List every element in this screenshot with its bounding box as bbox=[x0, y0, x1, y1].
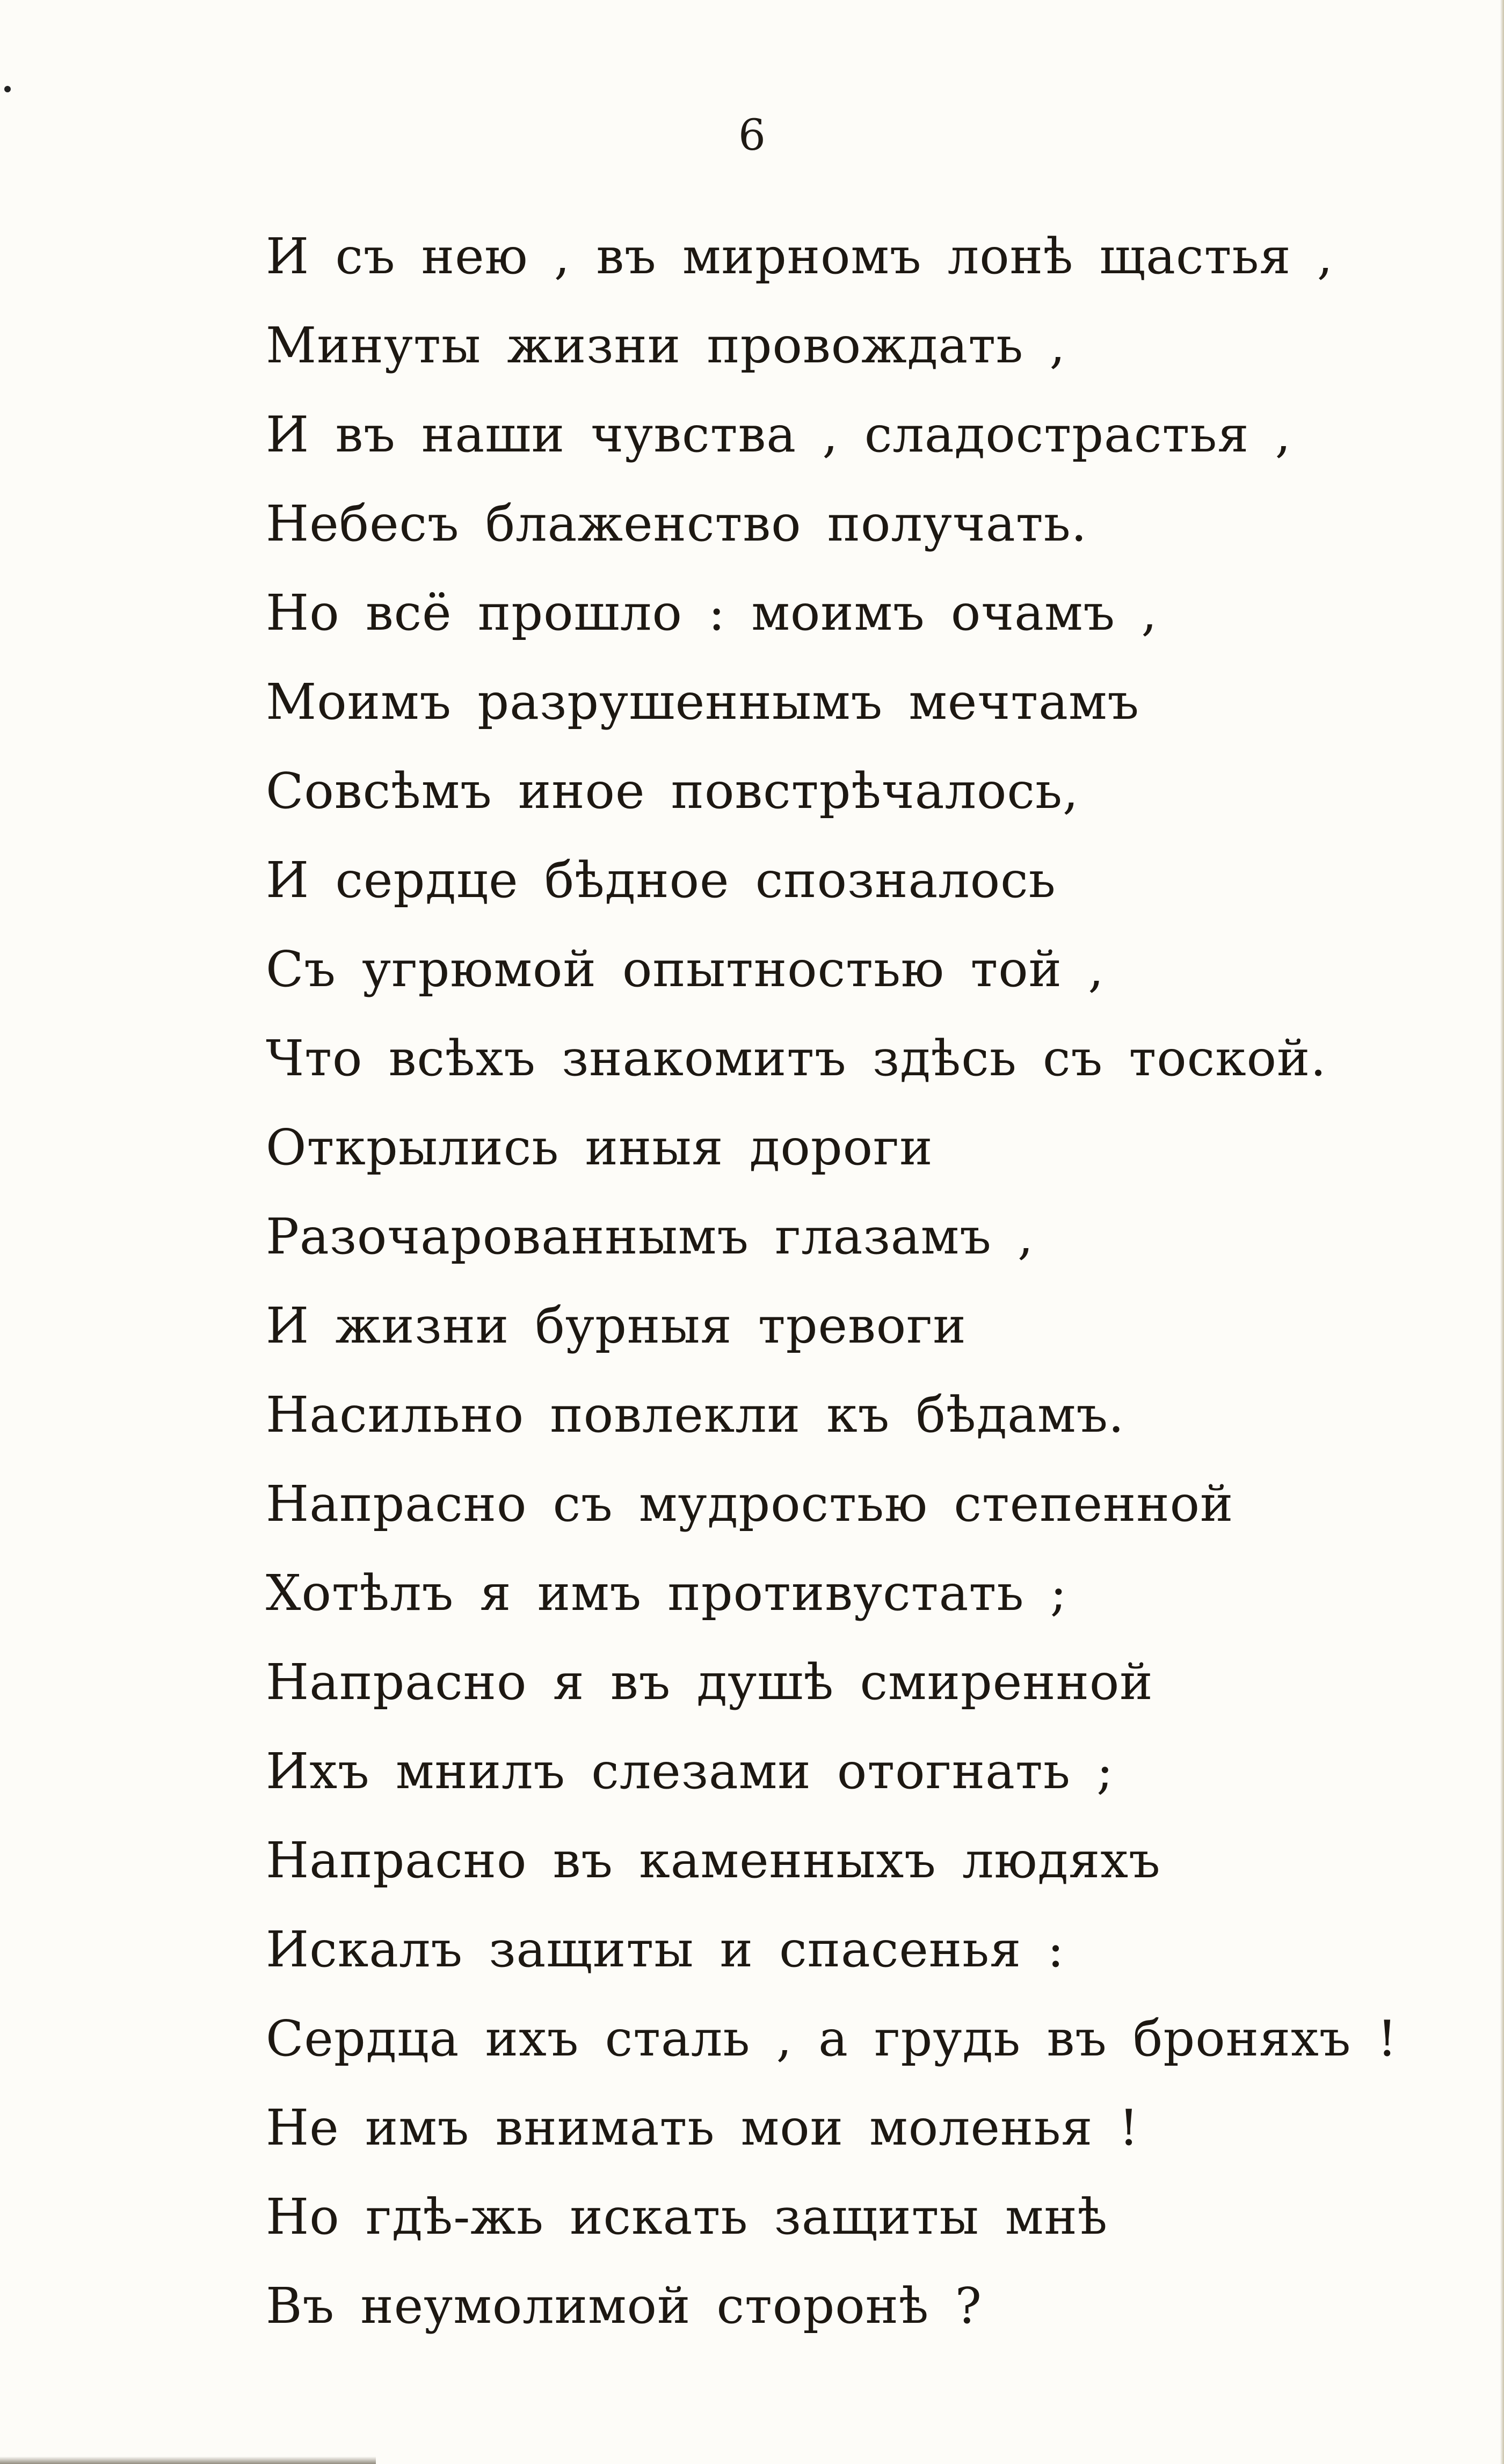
poem-line: Ихъ мнилъ слезами отогнать ; bbox=[266, 1743, 1114, 1800]
poem-line: Не имъ внимать мои моленья ! bbox=[266, 2099, 1139, 2156]
poem-line: И сердце бѣдное спозналось bbox=[266, 851, 1056, 909]
poem-line: Моимъ разрушеннымъ мечтамъ bbox=[266, 673, 1140, 731]
page-edge bbox=[1500, 0, 1504, 2464]
ink-speck bbox=[4, 86, 11, 92]
poem-line: Хотѣлъ я имъ противустать ; bbox=[266, 1564, 1067, 1622]
page-number: 6 bbox=[738, 110, 766, 160]
poem-line: Но гдѣ-жь искать защиты мнѣ bbox=[266, 2188, 1108, 2246]
poem-line: Насильно повлекли къ бѣдамъ. bbox=[266, 1386, 1125, 1444]
poem-line: Сердца ихъ сталь , а грудь въ броняхъ ! bbox=[266, 2010, 1398, 2067]
poem-line: Напрасно въ каменныхъ людяхъ bbox=[266, 1832, 1161, 1889]
poem-line: Съ угрюмой опытностью той , bbox=[266, 941, 1105, 998]
poem-line: Напрасно я въ душѣ смиренной bbox=[266, 1653, 1153, 1711]
poem-line: Напрасно съ мудростью степенной bbox=[266, 1475, 1234, 1533]
poem-line: Совсѣмъ иное повстрѣчалось, bbox=[266, 762, 1079, 820]
poem-line: И съ нею , въ мирномъ лонѣ щастья , bbox=[266, 228, 1334, 285]
poem-line: Минуты жизни провождать , bbox=[266, 317, 1066, 374]
poem-line: И жизни бурныя тревоги bbox=[266, 1297, 967, 1354]
poem-line: Небесъ блаженство получать. bbox=[266, 495, 1087, 552]
poem-line: Но всё прошло : моимъ очамъ , bbox=[266, 584, 1158, 641]
page-bottom-shadow bbox=[0, 2456, 376, 2464]
poem-line: Искалъ защиты и спасенья : bbox=[266, 1921, 1065, 1978]
poem-text bbox=[266, 212, 1398, 2351]
poem-line: Что всѣхъ знакомитъ здѣсь съ тоской. bbox=[266, 1030, 1327, 1087]
poem-line: Въ неумолимой сторонѣ ? bbox=[266, 2277, 982, 2335]
poem-line: Разочарованнымъ глазамъ , bbox=[266, 1208, 1034, 1265]
poem-line: Открылись иныя дороги bbox=[266, 1119, 933, 1176]
poem-line: И въ наши чувства , сладострастья , bbox=[266, 406, 1291, 463]
